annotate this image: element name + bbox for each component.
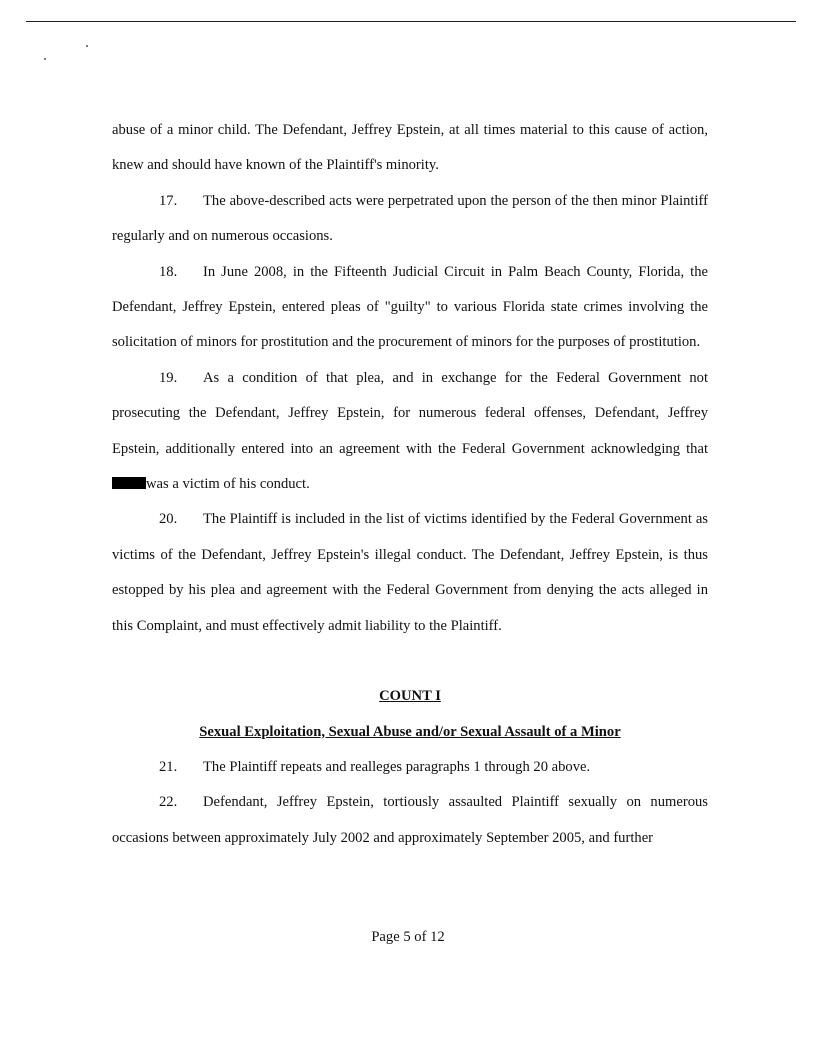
paragraph-text: The above-described acts were perpetrated upon the person of the then minor Plaintiff regularly and on numerous occasions. [112,192,708,245]
paragraph-20 [112,502,708,644]
scan-speck [86,45,88,47]
document-body [112,113,708,856]
paragraph-22 [112,785,708,856]
paragraph-text: The Plaintiff is included in the list of victims identified by the Federal Government as victims of the Defendant, Jeffrey Epstein's illegal conduct. The Defendant, Jeffrey Epstein, is thus estopped by his plea and agreement with the Federal Government from denying the acts alleged in this Complaint, and must effectively admit liability to the Plaintiff. [112,511,708,634]
paragraph-16-continued: abuse of a minor child. The Defendant, Jeffrey Epstein, at all times material to this cause of action, knew and should have known of the Plaintiff's minority. [112,122,708,174]
paragraph-text: The Plaintiff repeats and realleges paragraphs 1 through 20 above. [203,758,591,775]
page-footer: Page 5 of 12 [371,929,445,945]
paragraph-number: 21. [159,758,178,775]
scan-speck [44,58,46,60]
top-rule [26,21,796,22]
paragraph-number: 20. [159,511,178,528]
redaction-box [112,477,146,489]
paragraph-text: As a condition of that plea, and in exchange for the Federal Government not prosecuting the Defendant, Jeffrey Epstein, for numerous federal offenses, Defendant, Jeffrey Epstein, additionally entered into an agreement with the Federal Government acknowledging that [112,369,708,457]
paragraph-text-after-redaction: was a victim of his conduct. [146,476,310,493]
count-subtitle: Sexual Exploitation, Sexual Abuse and/or Sexual Assault of a Minor [199,723,621,740]
paragraph-number: 19. [159,369,178,386]
paragraph-21 [112,750,708,785]
paragraph-text: Defendant, Jeffrey Epstein, tortiously assaulted Plaintiff sexually on numerous occasions between approximately July 2002 and approximately September 2005, and further [112,794,708,846]
paragraph-19 [112,361,708,503]
paragraph-number: 22. [159,794,178,811]
count-title: COUNT I [379,688,441,705]
paragraph-17 [112,184,708,255]
paragraph-text: In June 2008, in the Fifteenth Judicial Circuit in Palm Beach County, Florida, the Defendant, Jeffrey Epstein, entered pleas of "guilty" to various Florida state crimes involving the solicitation of minors for prostitution and the procurement of minors for the purposes of prostitution. [112,263,708,351]
paragraph-number: 18. [159,263,178,280]
paragraph-number: 17. [159,192,178,209]
paragraph-18 [112,255,708,361]
